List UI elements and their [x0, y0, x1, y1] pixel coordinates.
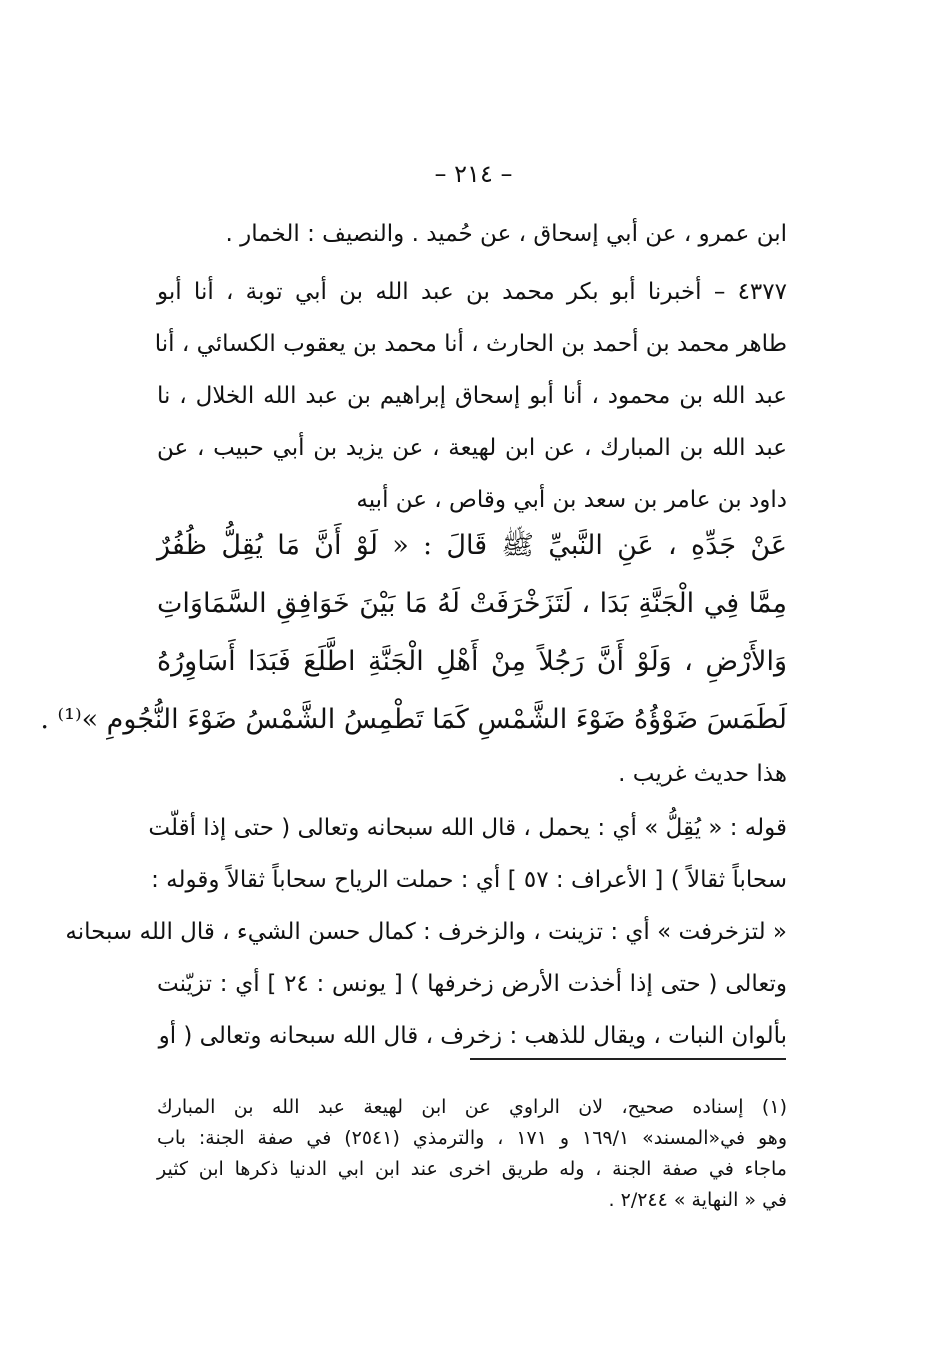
footnote-line-1: (١) إسناده صحيح، لان الراوي عن ابن لهيعة عبد الله بن المبارك	[157, 1096, 787, 1118]
footnote-line-4: في « النهاية » ٢/٢٤٤ .	[608, 1189, 787, 1211]
isnad-line-5: داود بن عامر بن سعد بن أبي وقاص ، عن أبيه	[356, 487, 787, 513]
commentary-line-3: « لتزخرفت » أي : تزينت ، والزخرف : كمال حسن الشيء ، قال الله سبحانه	[65, 919, 787, 945]
hadith-text	[40, 516, 787, 748]
grading-line: هذا حديث غريب .	[618, 761, 787, 787]
isnad-line-3: عبد الله بن محمود ، أنا أبو إسحاق إبراهيم بن عبد الله الخلال ، نا	[157, 383, 787, 409]
isnad-paragraph	[154, 266, 787, 526]
footnote-divider	[470, 1058, 786, 1060]
continuation-line: ابن عمرو ، عن أبي إسحاق ، عن حُميد . والنصيف : الخمار .	[225, 221, 787, 247]
hadith-line-2: مِمَّا فِي الْجَنَّةِ بَدَا ، لَتَزَخْرَفَتْ لَهُ مَا بَيْنَ خَوَافِقِ السَّمَاوَاتِ	[157, 588, 787, 619]
grading-paragraph	[157, 748, 787, 800]
isnad-line-2: طاهر محمد بن أحمد بن الحارث ، أنا محمد بن يعقوب الكسائي ، أنا	[154, 331, 787, 357]
commentary-line-5: بألوان النبات ، ويقال للذهب : زخرف ، قال الله سبحانه وتعالى ( أو	[158, 1023, 787, 1049]
hadith-line-3: وَالأَرْضِ ، وَلَوْ أَنَّ رَجُلاً مِنْ أَهْلِ الْجَنَّةِ اطَّلَعَ فَبَدَا أَسَاوِرُهُ	[157, 646, 787, 677]
isnad-line-4: عبد الله بن المبارك ، عن ابن لهيعة ، عن يزيد بن أبي حبيب ، عن	[157, 435, 787, 461]
page-number: – ٢١٤ –	[434, 160, 513, 188]
continuation-paragraph	[157, 208, 787, 260]
footnote-line-2: وهو في«المسند» ١٦٩/١ و ١٧١ ، والترمذي (٢٥٤١) في صفة الجنة: باب	[157, 1127, 787, 1149]
commentary-paragraph	[65, 802, 787, 1062]
isnad-line-1: ٤٣٧٧ – أخبرنا أبو بكر محمد بن عبد الله بن أبي توبة ، أنا أبو	[157, 279, 787, 305]
commentary-line-1: قوله : « يُقِلُّ » أي : يحمل ، قال الله سبحانه وتعالى ( حتى إذا أقلّت	[148, 815, 787, 841]
footnote-line-3: ماجاء في صفة الجنة ، وله طريق اخرى عند ابن ابي الدنيا ذكرها ابن كثير	[157, 1158, 787, 1180]
hadith-line-4: لَطَمَسَ ضَوْؤُهُ ضَوْءَ الشَّمْسِ كَمَا تَطْمِسُ الشَّمْسُ ضَوْءَ النُّجُومِ »⁽¹⁾ .	[40, 704, 787, 735]
hadith-line-1: عَنْ جَدِّهِ ، عَنِ النَّبيِّ ﷺ قَالَ : « لَوْ أَنَّ مَا يُقِلُّ ظُفُرٌ	[157, 530, 787, 561]
commentary-line-2: سحاباً ثقالاً ) [ الأعراف : ٥٧ ] أي : حملت الرياح سحاباً ثقالاً وقوله :	[151, 867, 787, 893]
commentary-line-4: وتعالى ( حتى إذا أخذت الأرض زخرفها ) [ يونس : ٢٤ ] أي : تزيّنت	[157, 971, 787, 997]
footnote	[157, 1092, 787, 1216]
